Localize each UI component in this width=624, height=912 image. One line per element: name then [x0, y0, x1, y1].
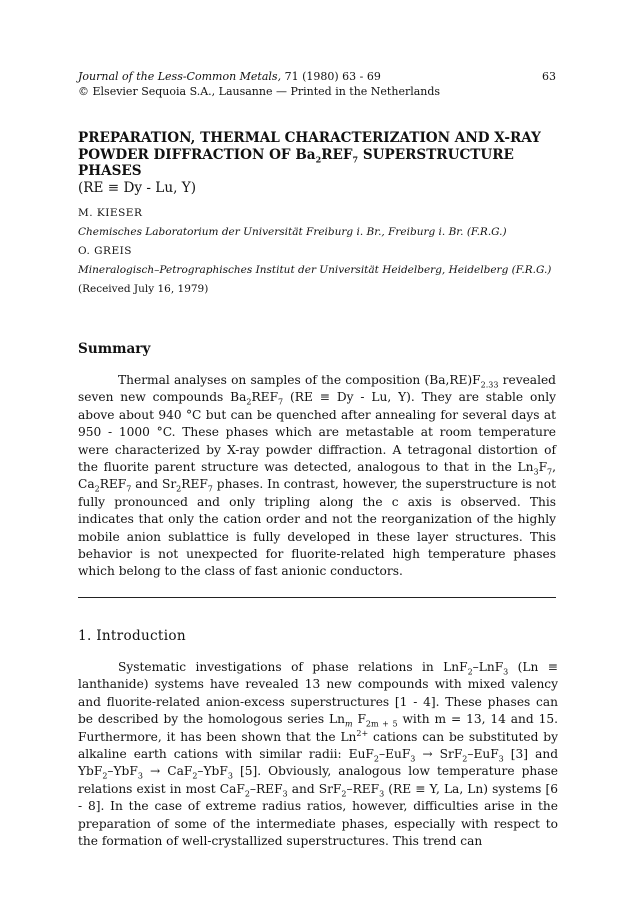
- intro-subscript: 3: [503, 667, 509, 677]
- summary-text: F: [538, 460, 548, 475]
- section-divider: [78, 597, 556, 598]
- summary-text: and Sr: [131, 477, 177, 492]
- summary-subscript: 2: [176, 484, 182, 494]
- intro-subscript: 2m + 5: [365, 719, 398, 729]
- summary-text: REF: [99, 477, 127, 492]
- intro-subscript: 3: [379, 789, 385, 799]
- intro-text: –YbF: [107, 764, 138, 779]
- intro-text: [3] and YbF: [78, 747, 559, 779]
- summary-text: REF: [251, 390, 279, 405]
- affiliation-heidelberg: Mineralogisch–Petrographisches Institut der Universität Heidelberg, Heidelberg (F.R.G.): [78, 264, 552, 276]
- intro-subscript: 2: [102, 771, 108, 781]
- summary-paragraph: [78, 372, 556, 581]
- intro-text: F: [352, 712, 366, 727]
- intro-text: Systematic investigations of phase relations in LnF: [118, 660, 468, 674]
- summary-subscript: 3: [533, 467, 539, 477]
- intro-text: –REF: [346, 781, 380, 796]
- intro-text: –REF: [249, 781, 283, 796]
- page-number: 63: [542, 70, 556, 83]
- summary-subscript: 2.33: [480, 380, 499, 390]
- summary-text: REF: [181, 477, 208, 492]
- intro-subscript: m: [344, 719, 353, 729]
- intro-superscript: 2+: [356, 728, 369, 738]
- intro-text: –LnF: [472, 660, 504, 674]
- intro-text: –YbF: [197, 764, 228, 779]
- intro-text: –EuF: [467, 747, 499, 762]
- intro-subscript: 2: [462, 754, 468, 764]
- author-greis: O. GREIS: [78, 245, 132, 257]
- publisher-line: © Elsevier Sequoia S.A., Lausanne — Printed in the Netherlands: [78, 85, 441, 98]
- summary-text: Thermal analyses on samples of the composition (Ba,RE)F: [118, 373, 481, 387]
- journal-citation-line: [78, 69, 556, 84]
- intro-subscript: 3: [498, 754, 504, 764]
- intro-text: cations can be substituted by alkaline earth cations with similar radii: EuF: [78, 729, 558, 762]
- intro-subscript: 3: [282, 789, 288, 799]
- intro-subscript: 3: [137, 771, 143, 781]
- intro-text: and SrF: [287, 781, 342, 796]
- intro-text: (RE ≡ Y, La, Ln) systems [6 - 8]. In the case of extreme radius ratios, however, difficulties arise in the preparation of some of the intermediate phases, especially with respect to the formation of well-crystallized superstructures. This trend can: [78, 781, 559, 849]
- summary-subscript: 7: [207, 484, 213, 494]
- intro-text: –EuF: [378, 747, 411, 762]
- summary-subscript: 2: [246, 397, 252, 407]
- title-line-3: (RE ≡ Dy - Lu, Y): [78, 179, 197, 196]
- title-line-2: [78, 147, 514, 180]
- intro-text: [5]. Obviously, analogous low temperature phase relations exist in most CaF: [78, 764, 558, 796]
- journal-name: Journal of the Less-Common Metals,: [78, 70, 282, 83]
- summary-subscript: 7: [547, 467, 553, 477]
- intro-text: (Ln ≡ lanthanide) systems have revealed 13 new compounds with mixed valency and fluorite-related anion-excess superstructures [1 - 4]. These phases can be described by the homologous series Ln: [78, 660, 558, 727]
- intro-subscript: 2: [373, 754, 379, 764]
- summary-text: , Ca: [78, 460, 556, 492]
- intro-subscript: 2: [244, 789, 250, 799]
- intro-subscript: 2: [341, 789, 347, 799]
- introduction-paragraph: [78, 659, 558, 850]
- intro-subscript: 3: [227, 771, 233, 781]
- author-block: [78, 204, 558, 299]
- summary-text: revealed seven new compounds Ba: [78, 373, 556, 405]
- title-subscript: 2: [315, 154, 322, 165]
- intro-text: with m = 13, 14 and 15. Furthermore, it has been shown that the Ln: [78, 712, 558, 744]
- intro-subscript: 3: [410, 754, 416, 764]
- author-kieser: M. KIESER: [78, 207, 143, 219]
- summary-text: (RE ≡ Dy - Lu, Y). They are stable only above about 940 °C but can be quenched after annealing for several days at 950 - 1000 °C. These phases which are metastable at room temperature were characterized by X-ray powder diffraction. A tetragonal distortion of the fluorite parent structure was detected, analogous to that in the Ln: [78, 390, 556, 475]
- article-title: [78, 130, 558, 196]
- title-text: REF: [321, 146, 353, 163]
- intro-subscript: 2: [467, 667, 473, 677]
- title-text: POWDER DIFFRACTION OF Ba: [78, 146, 316, 163]
- summary-subscript: 7: [126, 484, 132, 494]
- intro-subscript: 2: [192, 771, 198, 781]
- introduction-heading: 1. Introduction: [78, 628, 186, 644]
- summary-subscript: 7: [278, 397, 284, 407]
- affiliation-freiburg: Chemisches Laboratorium der Universität Freiburg i. Br., Freiburg i. Br. (F.R.G.): [78, 226, 507, 238]
- title-subscript: 7: [352, 154, 359, 165]
- intro-text: → SrF: [415, 747, 463, 762]
- intro-text: → CaF: [142, 764, 193, 779]
- journal-volume-pages: 71 (1980) 63 - 69: [281, 70, 381, 83]
- journal-header: [78, 69, 556, 99]
- title-line-1: PREPARATION, THERMAL CHARACTERIZATION AND X-RAY: [78, 130, 541, 146]
- title-text: SUPERSTRUCTURE PHASES: [78, 146, 514, 179]
- received-date: (Received July 16, 1979): [78, 283, 209, 295]
- summary-heading: Summary: [78, 341, 151, 357]
- summary-subscript: 2: [94, 484, 100, 494]
- summary-text: phases. In contrast, however, the superstructure is not fully pronounced and only tripling along the c axis is observed. This indicates that only the cation order and not the reorganization of the highly mobile anion sublattice is fully developed in these layer structures. This behavior is not unexpected for fluorite-related high temperature phases which belong to the class of fast anionic conductors.: [78, 477, 556, 579]
